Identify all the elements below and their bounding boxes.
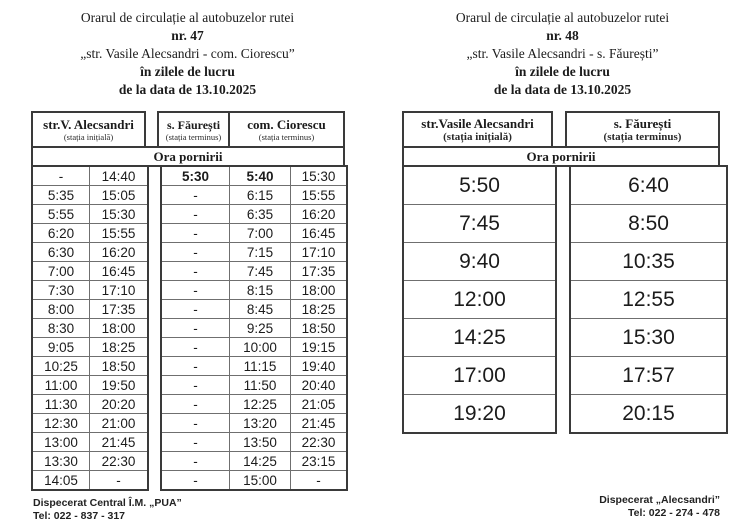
time-cell: 21:05	[291, 395, 348, 414]
time-cell: -	[291, 471, 348, 491]
time-cell: -	[161, 452, 230, 471]
time-cell: 19:20	[403, 395, 556, 434]
station-type: (stația terminus)	[165, 131, 222, 142]
table-row	[161, 452, 347, 471]
station-name: s. Făurești	[613, 115, 672, 131]
table-row	[403, 243, 556, 281]
table-row	[403, 395, 556, 434]
time-cell: -	[32, 166, 90, 186]
table-row	[32, 433, 148, 452]
time-cell: 5:35	[32, 186, 90, 205]
time-cell: -	[161, 357, 230, 376]
time-cell: 7:45	[230, 262, 291, 281]
table-row	[161, 319, 347, 338]
dispatcher-phone: Tel: 022 - 837 - 317	[33, 510, 126, 522]
time-cell: -	[161, 300, 230, 319]
table-row	[161, 186, 347, 205]
time-cell: 7:30	[32, 281, 90, 300]
time-cell: 15:00	[230, 471, 291, 491]
time-cell: 6:20	[32, 224, 90, 243]
column-header-alecsandri	[402, 111, 553, 148]
table-gap	[553, 111, 565, 148]
time-cell: 7:15	[230, 243, 291, 262]
time-cell: 12:55	[570, 281, 727, 319]
station-type: (stația inițială)	[443, 130, 512, 143]
dispatcher-phone: Tel: 022 - 274 - 478	[627, 507, 720, 519]
table-row	[32, 319, 148, 338]
time-cell: 15:55	[291, 186, 348, 205]
table-row	[32, 300, 148, 319]
station-name: str.Vasile Alecsandri	[421, 115, 534, 131]
time-cell: 22:30	[291, 433, 348, 452]
time-cell: 17:35	[291, 262, 348, 281]
time-cell: 18:00	[291, 281, 348, 300]
time-cell: 7:45	[403, 205, 556, 243]
time-cell: 11:00	[32, 376, 90, 395]
time-cell: 8:45	[230, 300, 291, 319]
schedule-date: de la data de 13.10.2025	[493, 82, 632, 97]
table-row	[161, 205, 347, 224]
time-cell: 17:10	[90, 281, 149, 300]
time-cell: 21:45	[90, 433, 149, 452]
route-number: nr. 47	[171, 28, 204, 43]
column-header-group	[157, 111, 345, 148]
table-row	[161, 224, 347, 243]
time-cell: 9:25	[230, 319, 291, 338]
table-row	[32, 243, 148, 262]
time-cell: 6:40	[570, 166, 727, 205]
table-row	[161, 281, 347, 300]
time-cell: 13:50	[230, 433, 291, 452]
time-cell: 17:35	[90, 300, 149, 319]
time-cell: 19:50	[90, 376, 149, 395]
time-cell: 9:05	[32, 338, 90, 357]
table-row	[570, 395, 727, 434]
table-row	[32, 224, 148, 243]
times-table-ciorescu	[160, 165, 348, 491]
time-cell: 13:00	[32, 433, 90, 452]
time-cell: 14:40	[90, 166, 149, 186]
route-name: „str. Vasile Alecsandri - com. Ciorescu”	[80, 46, 295, 61]
table-row	[32, 376, 148, 395]
time-cell: 15:30	[90, 205, 149, 224]
table-row	[161, 300, 347, 319]
schedule-days: în zilele de lucru	[140, 64, 235, 79]
table-row	[403, 166, 556, 205]
schedule-title	[375, 9, 750, 99]
table-gap	[149, 165, 160, 491]
column-header-ciorescu	[228, 113, 343, 146]
time-cell: 11:50	[230, 376, 291, 395]
table-row	[570, 205, 727, 243]
time-cell: 11:30	[32, 395, 90, 414]
time-cell: 9:40	[403, 243, 556, 281]
station-type: (stația inițială)	[63, 131, 114, 142]
time-cell: 19:15	[291, 338, 348, 357]
time-cell: 8:50	[570, 205, 727, 243]
time-cell: 6:35	[230, 205, 291, 224]
time-cell: 12:00	[403, 281, 556, 319]
time-cell: 8:30	[32, 319, 90, 338]
table-row	[570, 319, 727, 357]
time-cell: 18:25	[291, 300, 348, 319]
schedule-date: de la data de 13.10.2025	[118, 82, 257, 97]
time-cell: 20:40	[291, 376, 348, 395]
schedule-title	[0, 9, 375, 99]
time-cell: -	[161, 433, 230, 452]
table-row	[570, 281, 727, 319]
time-cell: -	[161, 205, 230, 224]
time-cell: 14:25	[403, 319, 556, 357]
time-cell: 14:05	[32, 471, 90, 491]
time-cell: 16:20	[90, 243, 149, 262]
time-cell: -	[161, 186, 230, 205]
time-cell: 18:00	[90, 319, 149, 338]
column-header-alecsandri	[31, 111, 146, 148]
table-row	[161, 395, 347, 414]
time-cell: 21:45	[291, 414, 348, 433]
dispatcher-footer	[599, 494, 720, 520]
table-row	[32, 452, 148, 471]
table-row	[161, 243, 347, 262]
time-cell: 10:35	[570, 243, 727, 281]
time-cell: 15:30	[291, 166, 348, 186]
table-row	[32, 262, 148, 281]
table-row	[32, 357, 148, 376]
table-row	[32, 281, 148, 300]
table-gap	[146, 111, 157, 148]
table-row	[161, 433, 347, 452]
time-cell: 17:57	[570, 357, 727, 395]
time-cell: 12:25	[230, 395, 291, 414]
schedule-heading: Orarul de circulație al autobuzelor rutei	[455, 10, 670, 25]
time-cell: 10:25	[32, 357, 90, 376]
time-cell: 15:30	[570, 319, 727, 357]
time-cell: 19:40	[291, 357, 348, 376]
time-cell: 8:15	[230, 281, 291, 300]
time-cell: -	[90, 471, 149, 491]
station-name: com. Ciorescu	[247, 116, 326, 132]
time-cell: 13:20	[230, 414, 291, 433]
time-cell: 15:55	[90, 224, 149, 243]
times-table-fauresti	[569, 165, 728, 434]
time-cell: -	[161, 395, 230, 414]
time-cell: 16:20	[291, 205, 348, 224]
time-cell: -	[161, 471, 230, 491]
schedule-days: în zilele de lucru	[515, 64, 610, 79]
table-row	[32, 205, 148, 224]
table-row	[403, 281, 556, 319]
time-cell: 17:10	[291, 243, 348, 262]
time-cell: 10:00	[230, 338, 291, 357]
table-row	[161, 166, 347, 186]
times-table-alecsandri	[402, 165, 557, 434]
time-cell: 18:25	[90, 338, 149, 357]
ora-pornirii-row: Ora pornirii	[31, 146, 345, 167]
table-header-row	[31, 111, 345, 148]
time-cell: 20:15	[570, 395, 727, 434]
time-cell: 6:15	[230, 186, 291, 205]
departure-table-route-48	[402, 111, 720, 434]
time-cell: 7:00	[32, 262, 90, 281]
table-row	[32, 395, 148, 414]
table-row	[403, 319, 556, 357]
schedule-heading: Orarul de circulație al autobuzelor rutei	[80, 10, 295, 25]
time-cell: -	[161, 414, 230, 433]
time-cell: 12:30	[32, 414, 90, 433]
table-header-row	[402, 111, 720, 148]
table-row	[32, 186, 148, 205]
time-cell: 7:00	[230, 224, 291, 243]
time-cell: 16:45	[90, 262, 149, 281]
time-cell: 14:25	[230, 452, 291, 471]
table-gap	[557, 165, 569, 434]
station-type: (stația terminus)	[258, 131, 315, 142]
time-cell: 13:30	[32, 452, 90, 471]
table-row	[161, 414, 347, 433]
time-cell: 11:15	[230, 357, 291, 376]
time-cell: -	[161, 319, 230, 338]
table-row	[161, 262, 347, 281]
time-cell: 5:40	[230, 166, 291, 186]
time-cell: -	[161, 243, 230, 262]
dispatcher-name: Dispecerat Central Î.M. „PUA”	[33, 497, 182, 509]
time-cell: 22:30	[90, 452, 149, 471]
table-row	[32, 414, 148, 433]
table-row	[570, 243, 727, 281]
time-cell: -	[161, 376, 230, 395]
table-row	[32, 471, 148, 491]
time-cell: 18:50	[90, 357, 149, 376]
table-row	[161, 357, 347, 376]
time-cell: 8:00	[32, 300, 90, 319]
station-type: (stația terminus)	[603, 130, 682, 143]
time-cell: 5:30	[161, 166, 230, 186]
column-header-fauresti	[565, 111, 720, 148]
time-cell: -	[161, 281, 230, 300]
time-cell: 23:15	[291, 452, 348, 471]
table-row	[570, 357, 727, 395]
time-cell: 18:50	[291, 319, 348, 338]
column-header-fauresti	[159, 113, 228, 146]
times-area	[31, 165, 345, 491]
route-number: nr. 48	[546, 28, 579, 43]
time-cell: -	[161, 262, 230, 281]
station-name: s. Făurești	[166, 117, 221, 132]
time-cell: -	[161, 338, 230, 357]
table-row	[32, 166, 148, 186]
time-cell: 17:00	[403, 357, 556, 395]
dispatcher-name: Dispecerat „Alecsandri”	[599, 494, 720, 506]
table-row	[403, 205, 556, 243]
table-row	[161, 338, 347, 357]
ora-pornirii-row: Ora pornirii	[402, 146, 720, 167]
time-cell: 5:55	[32, 205, 90, 224]
time-cell: 20:20	[90, 395, 149, 414]
table-row	[570, 166, 727, 205]
table-row	[403, 357, 556, 395]
time-cell: 21:00	[90, 414, 149, 433]
times-area	[402, 165, 720, 434]
times-table-alecsandri	[31, 165, 149, 491]
schedule-panel-route-48	[375, 0, 750, 527]
dispatcher-footer	[33, 497, 182, 523]
time-cell: 15:05	[90, 186, 149, 205]
table-row	[161, 471, 347, 491]
time-cell: 16:45	[291, 224, 348, 243]
time-cell: 5:50	[403, 166, 556, 205]
station-name: str.V. Alecsandri	[43, 116, 134, 132]
time-cell: -	[161, 224, 230, 243]
time-cell: 6:30	[32, 243, 90, 262]
departure-table-route-47	[31, 111, 345, 491]
route-name: „str. Vasile Alecsandri - s. Făurești”	[466, 46, 659, 61]
table-row	[161, 376, 347, 395]
table-row	[32, 338, 148, 357]
